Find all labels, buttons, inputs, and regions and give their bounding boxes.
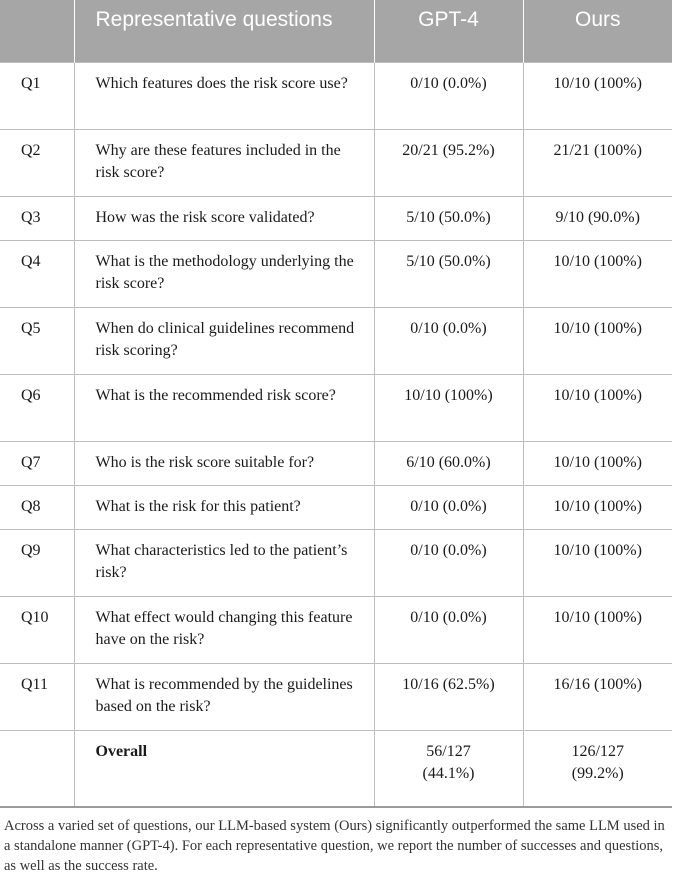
- row-ours-score: 10/10 (100%): [523, 62, 672, 129]
- overall-gpt4-count: 56/127: [426, 742, 471, 760]
- row-ours-score: 10/10 (100%): [523, 529, 672, 596]
- row-id: Q7: [0, 441, 74, 485]
- row-id: Q10: [0, 596, 74, 663]
- table-row: [0, 529, 672, 596]
- header-gpt4: GPT-4: [374, 0, 523, 62]
- row-id: Q2: [0, 129, 74, 196]
- header-row: [0, 0, 672, 62]
- table-row: [0, 441, 672, 485]
- row-question: What characteristics led to the patient’s risk?: [74, 529, 374, 596]
- row-gpt4-score: 0/10 (0.0%): [374, 485, 523, 529]
- row-ours-score: 9/10 (90.0%): [523, 196, 672, 240]
- row-question: What is the risk for this patient?: [74, 485, 374, 529]
- table-row: [0, 596, 672, 663]
- table-row: [0, 307, 672, 374]
- row-id: Q3: [0, 196, 74, 240]
- header-id: [0, 0, 74, 62]
- row-ours-score: 21/21 (100%): [523, 129, 672, 196]
- row-id: Q9: [0, 529, 74, 596]
- row-question: Which features does the risk score use?: [74, 62, 374, 129]
- overall-row: [0, 730, 672, 807]
- header-question: Representative questions: [74, 0, 374, 62]
- row-gpt4-score: 0/10 (0.0%): [374, 307, 523, 374]
- row-question: What is the recommended risk score?: [74, 374, 374, 441]
- table-caption: Across a varied set of questions, our LLM-based system (Ours) significantly outperformed the same LLM used in a standalone manner (GPT-4). For each representative question, we report the number of successes and questions, as well as the success rate.: [4, 818, 665, 874]
- overall-ours-rate: (99.2%): [571, 764, 624, 782]
- row-id: Q1: [0, 62, 74, 129]
- overall-gpt4-rate: (44.1%): [422, 764, 475, 782]
- table-header: [0, 0, 672, 62]
- row-ours-score: 10/10 (100%): [523, 596, 672, 663]
- row-question: Who is the risk score suitable for?: [74, 441, 374, 485]
- row-gpt4-score: 6/10 (60.0%): [374, 441, 523, 485]
- row-gpt4-score: 0/10 (0.0%): [374, 529, 523, 596]
- row-gpt4-score: 5/10 (50.0%): [374, 240, 523, 307]
- overall-gpt4-score: [374, 730, 523, 807]
- row-question: What is recommended by the guidelines based on the risk?: [74, 663, 374, 730]
- table-row: [0, 663, 672, 730]
- row-ours-score: 10/10 (100%): [523, 485, 672, 529]
- overall-label: Overall: [74, 730, 374, 807]
- row-gpt4-score: 0/10 (0.0%): [374, 596, 523, 663]
- overall-ours-count: 126/127: [571, 742, 624, 760]
- row-question: How was the risk score validated?: [74, 196, 374, 240]
- row-gpt4-score: 10/16 (62.5%): [374, 663, 523, 730]
- table-row: [0, 62, 672, 129]
- row-question: What is the methodology underlying the risk score?: [74, 240, 374, 307]
- overall-ours-score: [523, 730, 672, 807]
- table-row: [0, 240, 672, 307]
- table-row: [0, 374, 672, 441]
- row-id: Q4: [0, 240, 74, 307]
- row-ours-score: 16/16 (100%): [523, 663, 672, 730]
- row-gpt4-score: 5/10 (50.0%): [374, 196, 523, 240]
- table-body: [0, 62, 672, 807]
- row-id: Q5: [0, 307, 74, 374]
- table-row: [0, 129, 672, 196]
- row-ours-score: 10/10 (100%): [523, 240, 672, 307]
- row-question: Why are these features included in the risk score?: [74, 129, 374, 196]
- row-gpt4-score: 10/10 (100%): [374, 374, 523, 441]
- table-row: [0, 196, 672, 240]
- row-ours-score: 10/10 (100%): [523, 374, 672, 441]
- row-question: When do clinical guidelines recommend risk scoring?: [74, 307, 374, 374]
- row-id: Q6: [0, 374, 74, 441]
- row-gpt4-score: 20/21 (95.2%): [374, 129, 523, 196]
- row-ours-score: 10/10 (100%): [523, 441, 672, 485]
- header-ours: Ours: [523, 0, 672, 62]
- row-question: What effect would changing this feature have on the risk?: [74, 596, 374, 663]
- row-id: Q8: [0, 485, 74, 529]
- row-id: Q11: [0, 663, 74, 730]
- overall-id: [0, 730, 74, 807]
- table-row: [0, 485, 672, 529]
- row-ours-score: 10/10 (100%): [523, 307, 672, 374]
- row-gpt4-score: 0/10 (0.0%): [374, 62, 523, 129]
